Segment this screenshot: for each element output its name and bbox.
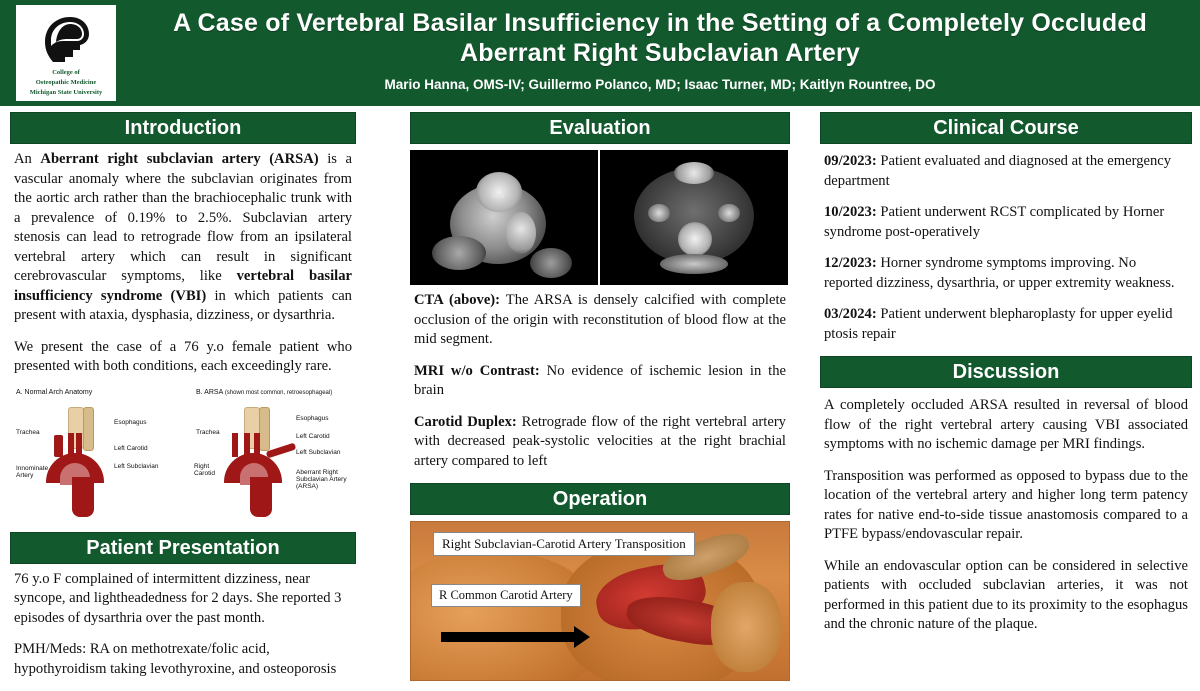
patient-presentation-paragraph-1: 76 y.o F complained of intermittent dizziness, near syncope, and lightheadedness for 2 days. She reported 3 episodes of dysarthria over the past month. <box>14 570 342 626</box>
patient-presentation-paragraph-2: PMH/Meds: RA on methotrexate/folic acid, hypothyroidism taking levothyroxine, and osteoporosis <box>14 641 337 677</box>
clinical-course-body <box>820 144 1192 344</box>
arch-diagram-normal <box>16 407 186 522</box>
header-text-block <box>140 8 1180 92</box>
clinical-course-text-1: Patient evaluated and diagnosed at the emergency department <box>824 153 1172 189</box>
evaluation-item-cta <box>414 291 786 350</box>
cta-label-arch: Arch <box>492 194 505 200</box>
intro-term-arsa: Aberrant right subclavian artery (ARSA) <box>40 151 319 167</box>
intro-p1-suffix: in which patients can present with ataxia, dysphasia, dizziness, or dysarthria. <box>14 287 352 323</box>
aortic-arch-anatomy-figure <box>10 389 356 524</box>
operation-photo <box>410 521 790 681</box>
cta-image-row <box>410 150 790 285</box>
arch-b-label-left-carotid: Left Carotid <box>296 432 330 440</box>
logo-line-2: Osteopathic Medicine <box>35 79 97 86</box>
arch-diagram-arsa <box>194 407 370 522</box>
introduction-paragraph-2: We present the case of a 76 y.o female patient who presented with both conditions, each exceedingly rare. <box>14 338 352 374</box>
poster-authors: Mario Hanna, OMS-IV; Guillermo Polanco, MD; Isaac Turner, MD; Kaitlyn Rountree, DO <box>384 77 936 92</box>
poster-title: A Case of Vertebral Basilar Insufficiency in the Setting of a Completely Occluded Aberrant Right Subclavian Artery <box>173 9 1147 67</box>
evaluation-item-cta-label: CTA (above): <box>414 292 501 308</box>
discussion-body <box>820 388 1192 635</box>
arch-a-label-innominate: Innominate Artery <box>16 464 49 479</box>
evaluation-item-mri-text: No evidence of ischemic lesion in the brain <box>414 362 786 398</box>
evaluation-body <box>410 285 790 471</box>
clinical-course-item-3 <box>824 254 1188 293</box>
right-column <box>820 112 1192 647</box>
arch-b-label-trachea: Trachea <box>196 428 220 436</box>
cta-axial-image <box>600 150 788 285</box>
arch-a-label-esophagus: Esophagus <box>114 418 147 426</box>
arch-b-label-esophagus: Esophagus <box>296 414 329 422</box>
discussion-paragraph-3: While an endovascular option can be considered in selective patients with occluded subclavian arteries, it was not performed in this patient due to its proximity to the esophagus and the chronic nature of the plaque. <box>824 557 1188 632</box>
intro-term-vbi: vertebral basilar insufficiency syndrome (VBI) <box>14 268 352 304</box>
clinical-course-item-1 <box>824 152 1188 191</box>
evaluation-item-duplex-text: Retrograde flow of the right vertebral artery with decreased peak-systolic velocities at the right brachial artery compared to left <box>414 413 786 469</box>
poster-header <box>0 0 1200 106</box>
section-heading-discussion: Discussion <box>820 356 1192 388</box>
arch-a-label-left-carotid: Left Carotid <box>114 444 148 452</box>
evaluation-item-duplex <box>414 413 786 472</box>
cta-sagittal-image <box>410 150 598 285</box>
clinical-course-item-2 <box>824 203 1188 242</box>
clinical-course-text-3: Horner syndrome symptoms improving. No reported dizziness, dysarthria, or upper extremity weakness. <box>824 255 1175 291</box>
clinical-course-item-4 <box>824 305 1188 344</box>
arch-b-label-arsa: Aberrant Right Subclavian Artery (ARSA) <box>296 468 347 490</box>
operation-pointer-arrow-icon <box>441 632 576 642</box>
arch-a-label-trachea: Trachea <box>16 428 40 436</box>
clinical-course-text-4: Patient underwent blepharoplasty for upper eyelid ptosis repair <box>824 306 1173 342</box>
clinical-course-text-2: Patient underwent RCST complicated by Horner syndrome post-operatively <box>824 204 1165 240</box>
section-heading-patient-presentation: Patient Presentation <box>10 532 356 564</box>
arch-figure-caption-a: A. Normal Arch Anatomy <box>16 388 93 396</box>
intro-p1-mid: is a vascular anomaly where the subclavian originates from the aortic arch rather than the brachiocephalic trunk with a prevalence of 0.19% to 2.5%. Subclavian artery stenosis can lead to retrograde flow from an ipsilateral vertebral artery which can result in significant cerebrovascular symptoms, like <box>14 151 352 284</box>
evaluation-item-mri <box>414 362 786 401</box>
arch-figure-caption-b <box>196 389 332 396</box>
operation-photo-caption: Right Subclavian-Carotid Artery Transposition <box>433 532 695 556</box>
left-column <box>10 112 356 691</box>
clinical-course-date-4: 03/2024: <box>824 306 877 322</box>
operation-photo-label-carotid: R Common Carotid Artery <box>431 584 581 607</box>
clinical-course-date-1: 09/2023: <box>824 153 877 169</box>
section-heading-clinical-course: Clinical Course <box>820 112 1192 144</box>
arch-b-label-right-carotid: Right Carotid <box>194 462 215 477</box>
introduction-paragraph-1 <box>14 150 352 326</box>
evaluation-item-mri-label: MRI w/o Contrast: <box>414 362 540 379</box>
patient-presentation-body <box>10 564 356 680</box>
arch-a-label-left-subclavian: Left Subclavian <box>114 462 159 470</box>
intro-p1-prefix: An <box>14 151 41 167</box>
evaluation-item-cta-text: The ARSA is densely calcified with complete occlusion of the origin with reconstitution of blood flow at the mid segment. <box>414 292 786 347</box>
introduction-body <box>10 144 356 377</box>
discussion-paragraph-2: Transposition was performed as opposed to bypass due to the location of the vertebral artery and higher long term patency rates for native end-to-side tissue anastomosis compared to a PTFE bypass/endovascular repair. <box>824 467 1188 542</box>
clinical-course-date-3: 12/2023: <box>824 255 877 271</box>
logo-line-3: Michigan State University <box>29 89 103 96</box>
discussion-paragraph-1: A completely occluded ARSA resulted in reversal of blood flow of the right vertebral artery causing VBI associated symptoms with no ischemic damage per MRI findings. <box>824 397 1188 452</box>
logo-line-1: College of <box>52 69 80 76</box>
arch-b-label-left-subclavian: Left Subclavian <box>296 448 341 456</box>
university-logo <box>16 5 116 101</box>
spartan-helmet-icon <box>36 11 96 67</box>
section-heading-introduction: Introduction <box>10 112 356 144</box>
section-heading-operation: Operation <box>410 483 790 515</box>
middle-column <box>410 112 790 681</box>
evaluation-item-duplex-label: Carotid Duplex: <box>414 413 517 430</box>
section-heading-evaluation: Evaluation <box>410 112 790 144</box>
clinical-course-date-2: 10/2023: <box>824 204 877 220</box>
arch-caption-b-main: B. ARSA <box>196 388 223 396</box>
arch-caption-b-sub: (shown most common, retroesophageal) <box>224 389 333 396</box>
